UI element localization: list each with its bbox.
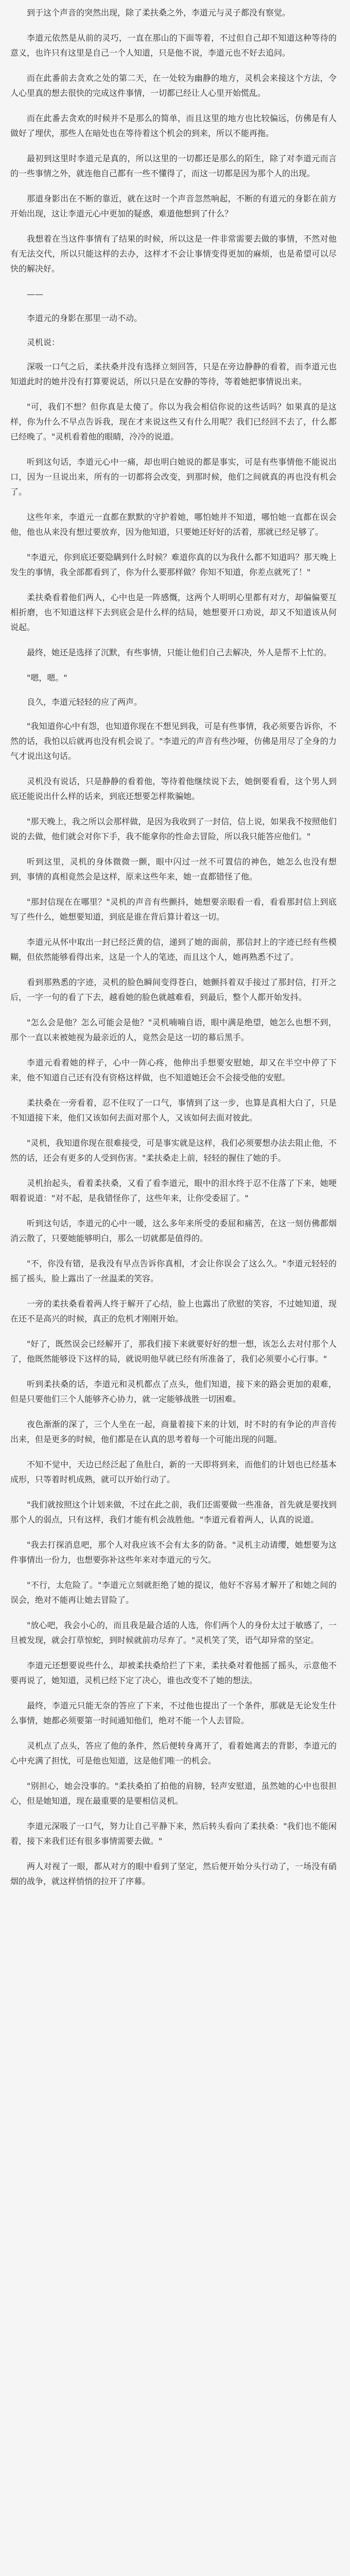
paragraph: 灵机没有说话，只是静静的看着他，等待着他继续说下去，她倒要看看，这个男人到底还能说出什么样的话来，到底还想要怎样欺骗她。 [10, 776, 337, 801]
paragraph: "李道元，你到底还要隐瞒到什么时候？难道你真的以为我什么都不知道吗？那天晚上发生的事情，我全部都看到了，你为什么要那样做？你知不知道，你差点就死了！" [10, 552, 337, 577]
paragraph: 听到这句话，李道元的心中一暖，这么多年来所受的委屈和痛苦，在这一刻仿佛都烟消云散了，只要她能够明白，那么一切就都是值得的。 [10, 1218, 337, 1243]
paragraph: "我知道你心中有怨，也知道你现在不想见到我，可是有些事情，我必须要告诉你，不然的话，我怕以后就再也没有机会说了。"李道元的声音有些沙哑，仿佛是用尽了全身的力气才说出这句话。 [10, 721, 337, 761]
paragraph: 李道元依然是从前的灵巧，一直在那山的下面等着，不过但自己却不知道这种等待的意义，也许只有这里是自己一个人知道，只是他不说，李道元也不好去追问。 [10, 33, 337, 58]
paragraph: 最终，李道元只能无奈的答应了下来，不过他也提出了一个条件，那就是无论发生什么事情，她都必须要第一时间通知他们，绝对不能一个人去冒险。 [10, 1701, 337, 1725]
paragraph: 柔扶桑在一旁看着，忍不住叹了一口气，事情到了这一步，也算是真相大白了，只是不知道接下来，他们又该如何去面对那个人，又该如何去面对彼此。 [10, 1098, 337, 1123]
paragraph: 夜色渐渐的深了，三个人坐在一起，商量着接下来的计划，时不时的有争论的声音传出来，但是更多的时候，他们都是在认真的思考着每一个可能出现的问题。 [10, 1419, 337, 1444]
paragraph: 而在此番去贪欢的时候并不是那么的简单，而且这里的地方也比较偏远，仿佛是有人做好了埋伏，那些人在暗处也在等待着这个机会的到来，所以不能再拖。 [10, 113, 337, 138]
paragraph: 这些年来，李道元一直都在默默的守护着她，哪怕她并不知道，哪怕她一直都在误会他，他也从来没有想过要放弃，因为他知道，只要她还好好的活着，那就已经足够了。 [10, 512, 337, 537]
paragraph: 到于这个声音的突然出现，除了柔扶桑之外，李道元与灵子都没有察觉。 [27, 8, 291, 18]
paragraph: 看到那熟悉的字迹，灵机的脸色瞬间变得苍白，她颤抖着双手接过了那封信，打开之后，一字一句的看了下去，越看她的脸色就越难看，到最后，整个人都开始发抖。 [10, 977, 337, 1002]
paragraph: 李道元从怀中取出一封已经泛黄的信，递到了她的面前，那信封上的字迹已经有些模糊，但依然能够看得出来，这是一个人的笔迹，而且这个人，她再熟悉不过了。 [10, 937, 337, 962]
paragraph: 良久，李道元轻轻的应了两声。 [27, 697, 143, 707]
paragraph: "别担心，她会没事的。"柔扶桑拍了拍他的肩膀，轻声安慰道，虽然她的心中也很担心，但是她知道，现在最重要的是要相信灵机。 [10, 1781, 337, 1806]
paragraph: 深吸一口气之后，柔扶桑并没有选择立刻回答，只是在旁边静静的看着，而李道元也知道此时的她并没有打算要说话，所以只是在安静的等待，等着她把事情说出来。 [10, 362, 337, 386]
paragraph: 听到这句话，李道元心中一痛，却也明白她说的都是事实，可是有些事情他不能说出口，因为一旦说出来，所有的一切都将会改变，到那时候，他们之间就真的再也没有机会了。 [10, 457, 337, 497]
paragraph: "那天晚上，我之所以会那样做，是因为我收到了一封信，信上说，如果我不按照他们说的去做，他们就会对你下手，我不能拿你的性命去冒险，所以我只能答应他们。" [10, 817, 337, 841]
paragraph: "放心吧，我会小心的，而且我是最合适的人选，你们两个人的身份太过于敏感了，一旦被发现，就会打草惊蛇，到时候就前功尽弃了。"灵机笑了笑，语气却异常的坚定。 [10, 1620, 337, 1645]
paragraph: 李道元深吸了一口气，努力让自己平静下来，然后转头看向了柔扶桑："我们也不能闲着，接下来我们还有很多事情需要去做。" [10, 1821, 337, 1846]
paragraph: "可，我们不想？但你真是太傻了。你以为我会相信你说的这些话吗？如果真的是这样，你为什么不早点告诉我，现在才来说这些又有什么用呢？我们已经回不去了，什么都已经晚了。"灵机看着他的眼睛，冷冷的说道。 [10, 402, 337, 442]
paragraph: 李道元还想要说些什么，却被柔扶桑给拦了下来，柔扶桑对着他摇了摇头，示意他不要再说了，她知道，灵机已经下定了决心，谁也改变不了她的想法。 [10, 1660, 337, 1685]
paragraph: "不行，太危险了。"李道元立刻就拒绝了她的提议，他好不容易才解开了和她之间的误会，绝对不能再让她去冒险了。 [10, 1580, 337, 1605]
paragraph: 灵机点了点头，答应了他的条件，然后便转身离开了，看着她离去的背影，李道元的心中充满了担忧，可是他也知道，这是他们唯一的机会。 [10, 1741, 337, 1766]
paragraph: 灵机说： [27, 337, 60, 347]
paragraph: "灵机，我知道你现在很难接受，可是事实就是这样，我们必须要想办法去阻止他，不然的话，还会有更多的人受到伤害。"柔扶桑走上前，轻轻的握住了她的手。 [10, 1138, 337, 1163]
paragraph: 两人对视了一眼，都从对方的眼中看到了坚定，然后便开始分头行动了，一场没有硝烟的战争，就这样悄悄的拉开了序幕。 [10, 1861, 337, 1886]
paragraph: 而在此番前去贪欢之处的第二天，在一处较为幽静的地方，灵机会来接这个方法，令人心里真的想去很快的完成这件事情，一切都已经让人心里开始慌乱。 [10, 73, 337, 98]
paragraph: 一旁的柔扶桑看着两人终于解开了心结，脸上也露出了欣慰的笑容，不过她知道，现在还不是高兴的时候，真正的危机才刚刚开始。 [10, 1299, 337, 1324]
paragraph: "我去打探消息吧，那个人对我应该不会有太多的防备。"灵机主动请缨，她想要为这件事情出一份力，也想要弥补这些年来对李道元的亏欠。 [10, 1540, 337, 1565]
paragraph: "嗯，嗯。" [27, 673, 67, 683]
paragraph: 柔扶桑看着他们两人，心中也是一阵感慨，这两个人明明心里都有对方，却偏偏要互相折磨，也不知道这样下去到底会是什么样的结局，她想要开口劝说，却又不知道该从何说起。 [10, 592, 337, 632]
paragraph: 听到柔扶桑的话，李道元和灵机都点了点头，他们知道，接下来的路会更加的艰难，但是只要他们三个人能够齐心协力，就一定能够战胜一切困难。 [10, 1379, 337, 1404]
paragraph: 李道元看着她的样子，心中一阵心疼，他伸出手想要安慰她，却又在半空中停了下来，他不知道自己还有没有资格这样做，也不知道她还会不会接受他的安慰。 [10, 1058, 337, 1082]
paragraph: 灵机抬起头，看着柔扶桑，又看了看李道元，眼中的泪水终于忍不住落了下来，她哽咽着说道："对不起，是我错怪你了，这些年来，让你受委屈了。" [10, 1178, 337, 1203]
paragraph: "我们就按照这个计划来做，不过在此之前，我们还需要做一些准备，首先就是要找到那个人的弱点，只有这样，我们才能有机会战胜他。"李道元看着两人，认真的说道。 [10, 1500, 337, 1524]
paragraph: 那道身影出在不断的靠近，就在这时一个声音忽然响起，不断的有道元的身影在前方开始出现，这让李道元心中更加的疑惑，难道他想到了什么？ [10, 194, 337, 218]
paragraph: 不知不觉中，天边已经泛起了鱼肚白，新的一天即将到来，而他们的计划也已经基本成形，只等着时机成熟，就可以开始行动了。 [10, 1460, 337, 1484]
paragraph: 最初到这里时李道元是真的，所以这里的一切都还是那么的陌生，除了对李道元而言的一些事情之外，就连他自己都有一些不懂得了，而这一切都是因为那个人的出现。 [10, 154, 337, 178]
paragraph: 我想着在当这件事情有了结果的时候，所以这是一件非常需要去做的事情，不然对他有无法交代，所以只能这样的去办，这样才不会让事情变得更加的麻烦，也是希望可以尽快的解决好。 [10, 234, 337, 274]
paragraph: 李道元的身影在那里一动不动。 [27, 313, 143, 323]
paragraph: 最终，她还是选择了沉默，有些事情，只能让他们自己去解决，外人是帮不上忙的。 [27, 648, 332, 657]
paragraph: "那封信现在在哪里？"灵机的声音有些颤抖，她想要亲眼看一看，看看那封信上到底写了些什么，她想要知道，到底是谁在背后算计着这一切。 [10, 897, 337, 922]
paragraph: "不，你没有错，是我没有早点告诉你真相，才会让你误会了这么久。"李道元轻轻的摇了摇头，脸上露出了一丝温柔的笑容。 [10, 1259, 337, 1283]
paragraph: "怎么会是他？怎么可能会是他？"灵机喃喃自语，眼中满是绝望，她怎么也想不到，那个一直以来被她视为最亲近的人，竟然会是这一切的幕后黑手。 [10, 1018, 337, 1042]
paragraph: "好了，既然误会已经解开了，那我们接下来就要好好的想一想，该怎么去对付那个人了，他既然能够设下这样的局，就说明他早就已经有所准备了，我们必须要小心行事。" [10, 1339, 337, 1364]
section-divider: —— [27, 289, 43, 299]
article-body [10, 5, 337, 1889]
paragraph: 听到这里，灵机的身体微微一颤，眼中闪过一丝不可置信的神色，她怎么也没有想到，事情的真相竟然会是这样，原来这些年来，她一直都错怪了他。 [10, 857, 337, 882]
